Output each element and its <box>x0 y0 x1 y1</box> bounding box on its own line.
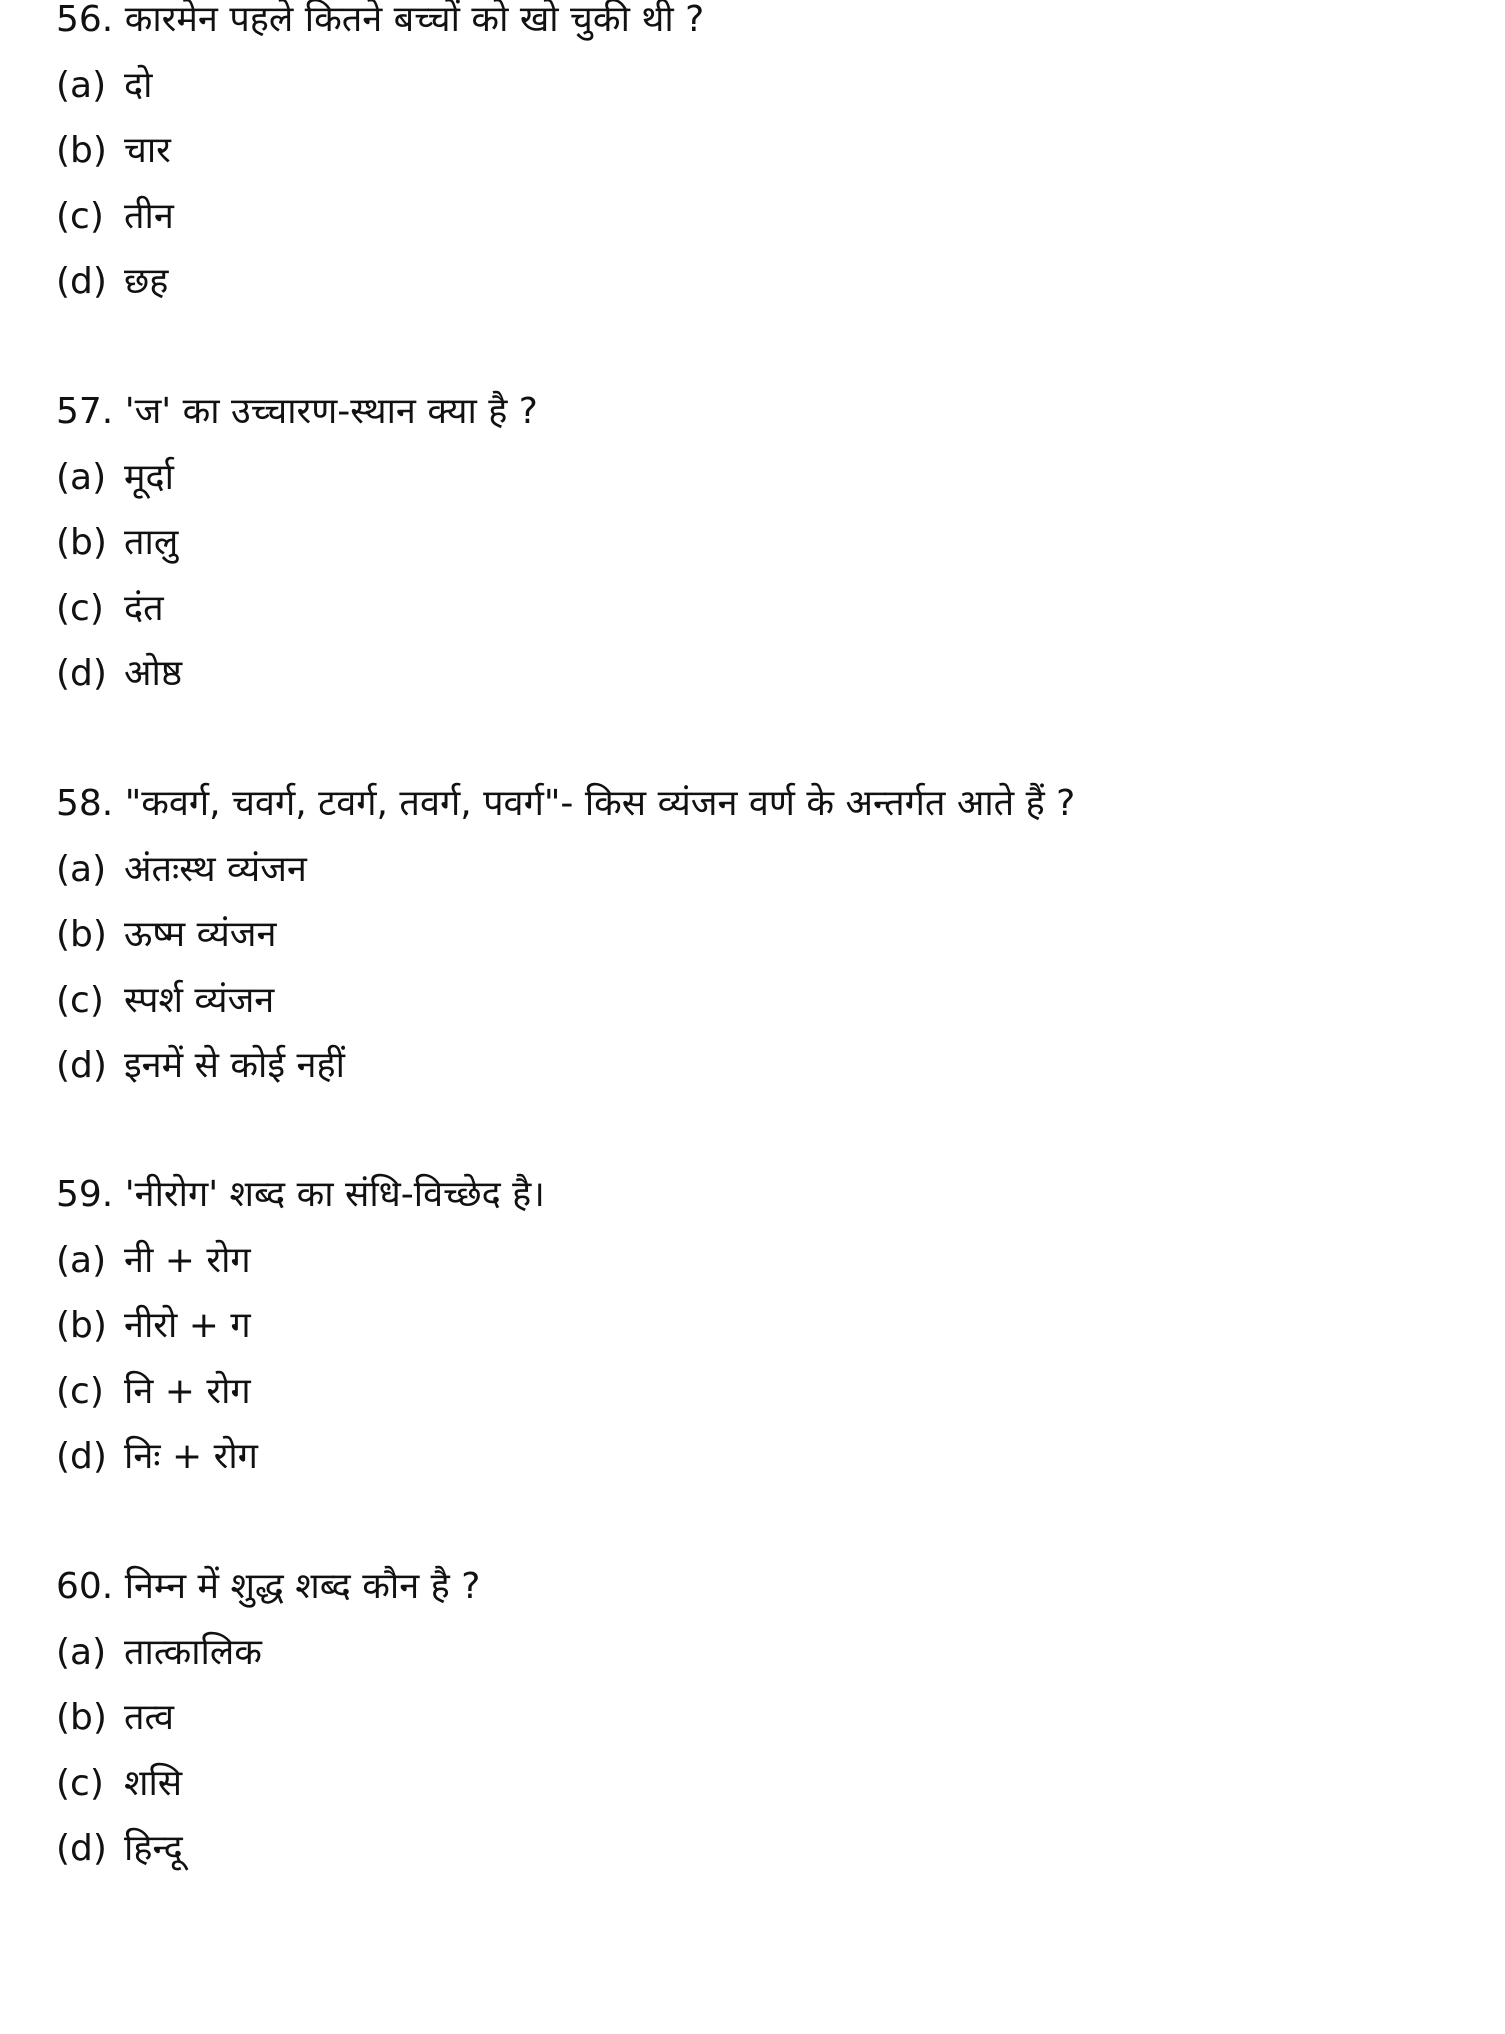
option-text: निः + रोग <box>124 1436 258 1477</box>
option-label: (a) <box>56 64 107 106</box>
option-text: नि + रोग <box>124 1370 251 1412</box>
question-block <box>56 771 1075 1099</box>
option-item <box>56 184 704 250</box>
question-text: 56. कारमेन पहले कितने बच्चों को खो चुकी थी ? <box>56 0 705 40</box>
option-label: (b) <box>56 522 107 563</box>
option-item <box>56 576 538 642</box>
option-text: नीरो + ग <box>124 1305 251 1346</box>
option-label: (c) <box>56 1370 104 1412</box>
option-text: अंतःस्थ व्यंजन <box>124 848 307 890</box>
option-text: तालु <box>124 522 179 563</box>
option-label: (c) <box>56 195 104 237</box>
option-text: छह <box>124 261 169 302</box>
option-label: (b) <box>56 1697 107 1738</box>
option-label: (a) <box>56 1631 107 1673</box>
option-label: (c) <box>56 979 104 1021</box>
option-label: (c) <box>56 587 104 629</box>
option-item <box>56 902 1075 968</box>
option-label: (d) <box>56 1436 107 1477</box>
option-label: (d) <box>56 1828 107 1869</box>
option-item <box>56 510 538 576</box>
option-text: तत्व <box>124 1697 175 1738</box>
option-label: (d) <box>56 1045 107 1086</box>
option-label: (b) <box>56 1305 107 1346</box>
option-item <box>56 249 704 315</box>
option-text: दो <box>124 64 153 106</box>
question-text: 58. "कवर्ग, चवर्ग, टवर्ग, तवर्ग, पवर्ग"- किस व्यंजन वर्ण के अन्तर्गत आते हैं ? <box>56 783 1076 824</box>
option-text: मूर्दा <box>124 456 174 498</box>
question-block <box>56 1554 480 1882</box>
option-item <box>56 837 1075 903</box>
option-text: ओष्ठ <box>124 653 183 694</box>
option-text: स्पर्श व्यंजन <box>124 979 275 1021</box>
question-block <box>56 0 704 315</box>
option-item <box>56 1228 545 1294</box>
option-item <box>56 1751 480 1817</box>
option-item <box>56 1424 545 1490</box>
option-text: नी + रोग <box>124 1239 251 1281</box>
option-label: (a) <box>56 456 107 498</box>
option-item <box>56 1293 545 1359</box>
question-text: 59. 'नीरोग' शब्द का संधि-विच्छेद है। <box>56 1174 545 1215</box>
option-item <box>56 445 538 511</box>
option-text: चार <box>124 130 171 171</box>
option-item <box>56 118 704 184</box>
option-item <box>56 968 1075 1034</box>
option-item <box>56 1359 545 1425</box>
option-text: दंत <box>124 587 164 629</box>
question-block <box>56 379 538 707</box>
option-label: (d) <box>56 653 107 694</box>
option-label: (b) <box>56 130 107 171</box>
question-text: 57. 'ज' का उच्चारण-स्थान क्या है ? <box>56 391 538 432</box>
option-text: तीन <box>124 195 174 237</box>
option-text: इनमें से कोई नहीं <box>124 1045 345 1086</box>
option-item <box>56 1685 480 1751</box>
option-item <box>56 1816 480 1882</box>
option-item <box>56 53 704 119</box>
option-label: (d) <box>56 261 107 302</box>
option-item <box>56 1620 480 1686</box>
option-text: तात्कालिक <box>124 1631 262 1673</box>
option-label: (a) <box>56 1239 107 1281</box>
question-block <box>56 1162 545 1490</box>
option-item <box>56 1033 1075 1099</box>
question-text: 60. निम्न में शुद्ध शब्द कौन है ? <box>56 1566 481 1607</box>
option-text: हिन्दू <box>124 1828 183 1869</box>
option-label: (a) <box>56 848 107 890</box>
option-label: (b) <box>56 914 107 955</box>
option-text: ऊष्म व्यंजन <box>124 914 277 955</box>
option-text: शसि <box>124 1762 183 1804</box>
option-item <box>56 641 538 707</box>
option-label: (c) <box>56 1762 104 1804</box>
